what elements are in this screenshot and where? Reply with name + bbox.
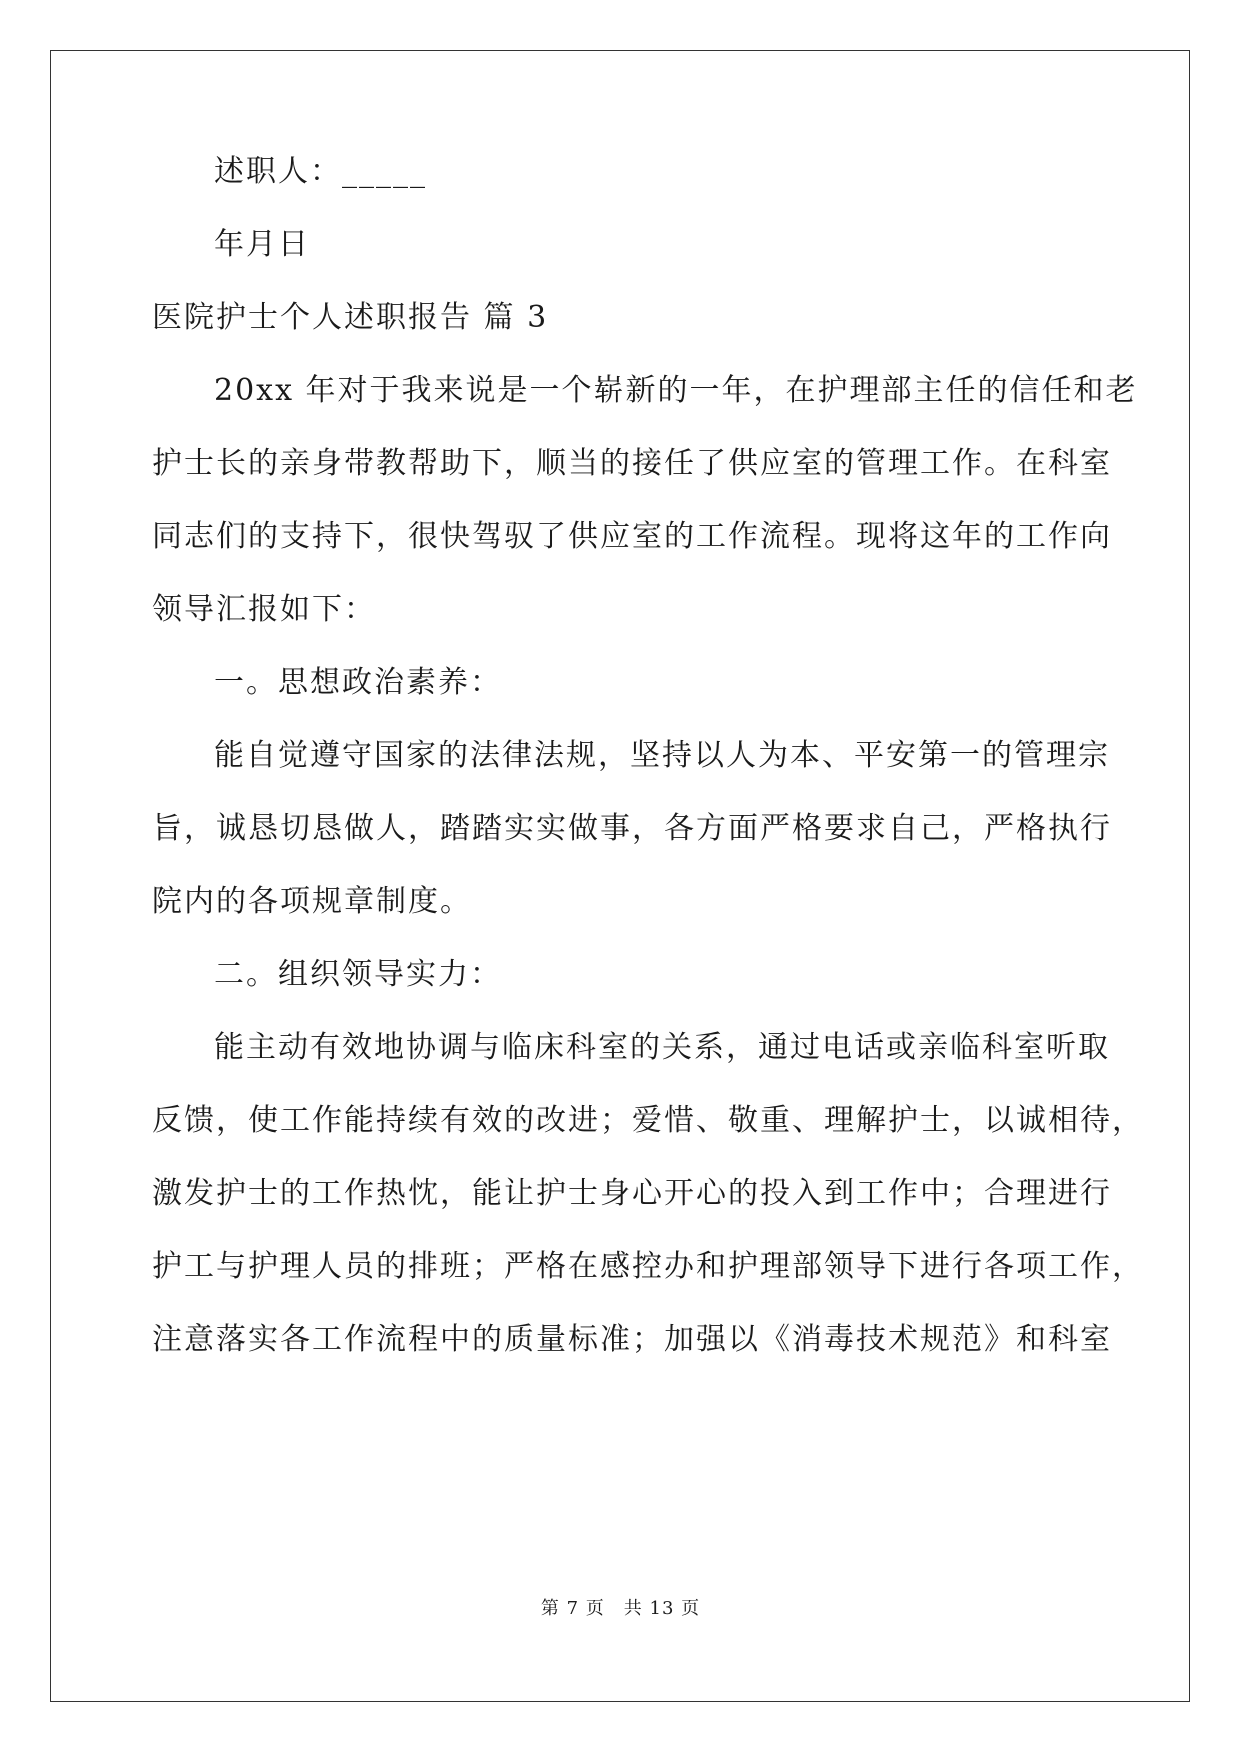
paragraph-line: 领导汇报如下： [152,592,376,627]
subsection-heading: 二。组织领导实力： [214,957,502,992]
signatory-line: 述职人：_____ [214,154,427,189]
paragraph-line: 护士长的亲身带教帮助下，顺当的接任了供应室的管理工作。在科室 [152,446,1112,481]
paragraph-line: 旨，诚恳切恳做人，踏踏实实做事，各方面严格要求自己，严格执行 [152,811,1112,846]
paragraph-line: 能主动有效地协调与临床科室的关系，通过电话或亲临科室听取 [214,1030,1110,1065]
paragraph-line: 反馈，使工作能持续有效的改进；爱惜、敬重、理解护士，以诚相待， [152,1103,1144,1138]
paragraph-line: 护工与护理人员的排班；严格在感控办和护理部领导下进行各项工作， [152,1249,1144,1284]
subsection-heading: 一。思想政治素养： [214,665,502,700]
date-line: 年月日 [214,227,310,262]
section-heading: 医院护士个人述职报告 篇 3 [152,300,549,335]
paragraph-line: 同志们的支持下，很快驾驭了供应室的工作流程。现将这年的工作向 [152,519,1112,554]
paragraph-line: 院内的各项规章制度。 [152,884,472,919]
paragraph-line: 20xx 年对于我来说是一个崭新的一年，在护理部主任的信任和老 [214,373,1138,408]
paragraph-line: 能自觉遵守国家的法律法规，坚持以人为本、平安第一的管理宗 [214,738,1110,773]
paragraph-line: 激发护士的工作热忱，能让护士身心开心的投入到工作中；合理进行 [152,1176,1112,1211]
page-number: 第 7 页 共 13 页 [540,1598,701,1619]
paragraph-line: 注意落实各工作流程中的质量标准；加强以《消毒技术规范》和科室 [152,1322,1112,1357]
